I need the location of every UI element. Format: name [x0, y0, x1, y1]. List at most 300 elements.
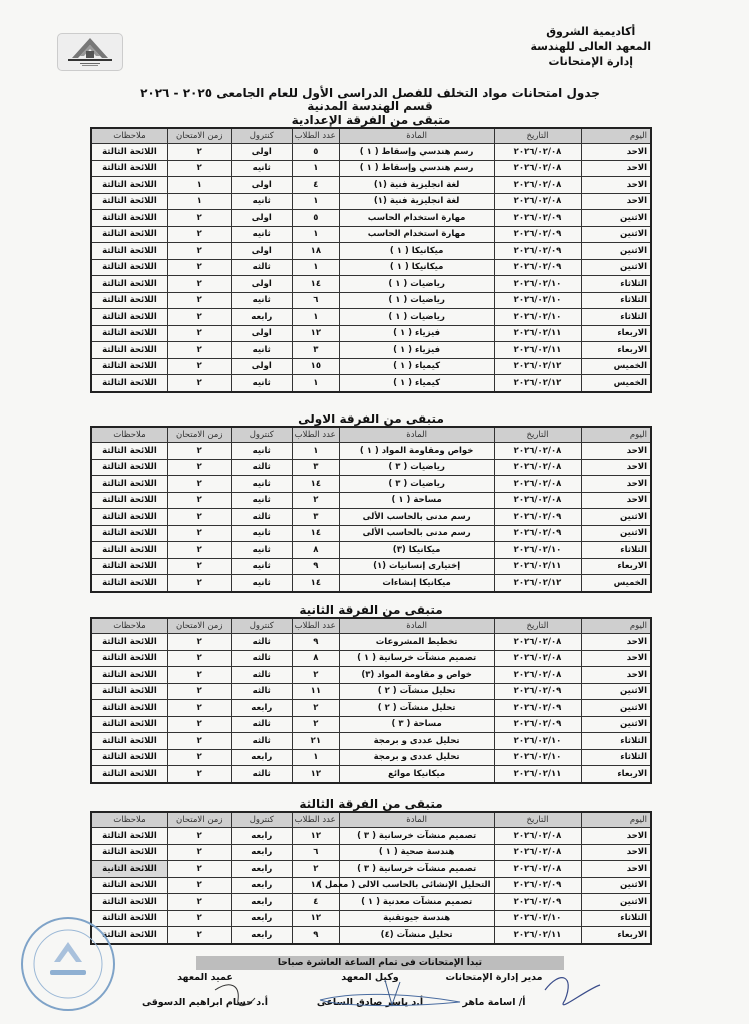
notes-cell: اللائحة الثالثة: [91, 443, 167, 460]
table-row: [91, 226, 651, 243]
day-cell: الاثنين: [581, 509, 651, 526]
column-header-students: عدد الطلاب: [293, 128, 340, 144]
column-header-students: عدد الطلاب: [293, 427, 340, 443]
subject-cell: مساحة ( ١ ): [339, 492, 494, 509]
date-cell: ٢٠٢٦/٠٢/١١: [494, 558, 581, 575]
notes-cell: اللائحة الثالثة: [91, 716, 167, 733]
schedule-table: [90, 426, 652, 593]
exam-duration-cell: ٢: [167, 459, 231, 476]
column-header-notes: ملاحظات: [91, 812, 167, 828]
day-cell: الثلاثاء: [581, 749, 651, 766]
table-row: [91, 243, 651, 260]
notes-cell: اللائحة الثالثة: [91, 509, 167, 526]
date-cell: ٢٠٢٦/٠٢/٠٨: [494, 828, 581, 845]
exam-duration-cell: ٢: [167, 861, 231, 878]
date-cell: ٢٠٢٦/٠٢/١١: [494, 766, 581, 783]
date-cell: ٢٠٢٦/٠٢/٠٩: [494, 210, 581, 227]
students-count-cell: ١٨: [293, 877, 340, 894]
control-cell: اولى: [231, 144, 293, 161]
table-row: [91, 766, 651, 783]
day-cell: الخميس: [581, 358, 651, 375]
column-header-day: اليوم: [581, 128, 651, 144]
column-header-subject: المادة: [339, 618, 494, 634]
table-row: [91, 459, 651, 476]
exam-duration-cell: ٢: [167, 358, 231, 375]
exam-duration-cell: ٢: [167, 558, 231, 575]
subject-cell: تصميم منشآت معدنية ( ١ ): [339, 894, 494, 911]
exam-duration-cell: ٢: [167, 292, 231, 309]
day-cell: الاثنين: [581, 243, 651, 260]
day-cell: الاثنين: [581, 226, 651, 243]
table-row: [91, 877, 651, 894]
subject-cell: رياضيات ( ١ ): [339, 292, 494, 309]
day-cell: الثلاثاء: [581, 309, 651, 326]
notes-cell: اللائحة الثالثة: [91, 292, 167, 309]
notes-cell: اللائحة الثالثة: [91, 193, 167, 210]
signature-name: أ.د حسام ابراهيم الدسوقى: [141, 997, 269, 1008]
exam-duration-cell: ٢: [167, 683, 231, 700]
signature-role: عميد المعهد: [177, 972, 233, 983]
date-cell: ٢٠٢٦/٠٢/٠٩: [494, 877, 581, 894]
institution-header: [531, 24, 651, 69]
notes-cell: اللائحة الثالثة: [91, 575, 167, 592]
column-header-date: التاريخ: [494, 618, 581, 634]
exam-duration-cell: ٢: [167, 443, 231, 460]
control-cell: ثانيه: [231, 193, 293, 210]
exam-duration-cell: ٢: [167, 766, 231, 783]
exam-duration-cell: ٢: [167, 509, 231, 526]
day-cell: الاحد: [581, 160, 651, 177]
exam-duration-cell: ٢: [167, 716, 231, 733]
subject-cell: مساحة ( ٣ ): [339, 716, 494, 733]
date-cell: ٢٠٢٦/٠٢/٠٩: [494, 243, 581, 260]
day-cell: الاثنين: [581, 683, 651, 700]
subject-cell: رياضيات ( ٣ ): [339, 459, 494, 476]
control-cell: ثانيه: [231, 292, 293, 309]
control-cell: ثالثه: [231, 509, 293, 526]
column-header-subject: المادة: [339, 128, 494, 144]
students-count-cell: ٩: [293, 927, 340, 944]
table-row: [91, 634, 651, 651]
control-cell: اولى: [231, 210, 293, 227]
section-second-year: [90, 603, 652, 784]
table-row: [91, 733, 651, 750]
date-cell: ٢٠٢٦/٠٢/١٢: [494, 358, 581, 375]
column-header-day: اليوم: [581, 427, 651, 443]
table-row: [91, 525, 651, 542]
subject-cell: تخطيط المشروعات: [339, 634, 494, 651]
notes-cell: اللائحة الثالثة: [91, 309, 167, 326]
section-title: متبقى من الفرقة الإعدادية: [291, 113, 451, 127]
column-header-duration: زمن الامتحان: [167, 618, 231, 634]
day-cell: الاحد: [581, 844, 651, 861]
date-cell: ٢٠٢٦/٠٢/١٠: [494, 276, 581, 293]
date-cell: ٢٠٢٦/٠٢/٠٩: [494, 509, 581, 526]
academy-name: أكاديمية الشروق: [546, 25, 636, 38]
control-cell: ثالثه: [231, 716, 293, 733]
table-row: [91, 160, 651, 177]
day-cell: الثلاثاء: [581, 910, 651, 927]
exam-duration-cell: ٢: [167, 144, 231, 161]
students-count-cell: ٢١: [293, 733, 340, 750]
institute-name: المعهد العالى للهندسة: [530, 40, 651, 53]
table-row: [91, 358, 651, 375]
subject-cell: مهارة استخدام الحاسب: [339, 210, 494, 227]
control-cell: رابعه: [231, 861, 293, 878]
day-cell: الثلاثاء: [581, 276, 651, 293]
exam-duration-cell: ٢: [167, 634, 231, 651]
subject-cell: تحليل عددى و برمجة: [339, 733, 494, 750]
table-row: [91, 667, 651, 684]
date-cell: ٢٠٢٦/٠٢/٠٩: [494, 894, 581, 911]
signature-name: أ.د ياسر صادق الساعى: [316, 997, 424, 1008]
table-row: [91, 443, 651, 460]
day-cell: الاثنين: [581, 210, 651, 227]
students-count-cell: ٦: [293, 844, 340, 861]
subject-cell: ميكانيكا موائع: [339, 766, 494, 783]
notes-cell: اللائحة الثالثة: [91, 844, 167, 861]
subject-cell: كيمياء ( ١ ): [339, 375, 494, 392]
day-cell: الاحد: [581, 144, 651, 161]
date-cell: ٢٠٢٦/٠٢/٠٨: [494, 634, 581, 651]
notes-cell: اللائحة الثالثة: [91, 358, 167, 375]
day-cell: الاثنين: [581, 700, 651, 717]
students-count-cell: ١: [293, 193, 340, 210]
students-count-cell: ٩: [293, 634, 340, 651]
students-count-cell: ١: [293, 259, 340, 276]
students-count-cell: ٨: [293, 650, 340, 667]
exam-duration-cell: ٢: [167, 226, 231, 243]
control-cell: ثانيه: [231, 375, 293, 392]
date-cell: ٢٠٢٦/٠٢/١٢: [494, 375, 581, 392]
column-header-notes: ملاحظات: [91, 618, 167, 634]
students-count-cell: ٤: [293, 177, 340, 194]
exam-duration-cell: ١: [167, 193, 231, 210]
subject-cell: هندسة جيوتقنية: [339, 910, 494, 927]
table-row: [91, 542, 651, 559]
day-cell: الاحد: [581, 443, 651, 460]
exam-duration-cell: ٢: [167, 342, 231, 359]
column-header-duration: زمن الامتحان: [167, 427, 231, 443]
control-cell: ثانيه: [231, 226, 293, 243]
notes-cell: اللائحة الثالثة: [91, 733, 167, 750]
students-count-cell: ١٨: [293, 243, 340, 260]
day-cell: الاربعاء: [581, 342, 651, 359]
students-count-cell: ٢: [293, 700, 340, 717]
subject-cell: رياضيات ( ٣ ): [339, 476, 494, 493]
column-header-students: عدد الطلاب: [293, 812, 340, 828]
date-cell: ٢٠٢٦/٠٢/١٢: [494, 575, 581, 592]
notes-cell: اللائحة الثالثة: [91, 910, 167, 927]
day-cell: الاحد: [581, 634, 651, 651]
date-cell: ٢٠٢٦/٠٢/١٠: [494, 910, 581, 927]
control-cell: ثانيه: [231, 443, 293, 460]
notes-cell: اللائحة الثالثة: [91, 700, 167, 717]
table-row: [91, 193, 651, 210]
table-header-row: [91, 618, 651, 634]
control-cell: رابعه: [231, 910, 293, 927]
table-row: [91, 309, 651, 326]
official-stamp-icon: [18, 914, 118, 1014]
date-cell: ٢٠٢٦/٠٢/٠٩: [494, 683, 581, 700]
day-cell: الثلاثاء: [581, 733, 651, 750]
column-header-date: التاريخ: [494, 128, 581, 144]
subject-cell: رياضيات ( ١ ): [339, 309, 494, 326]
table-row: [91, 276, 651, 293]
table-row: [91, 259, 651, 276]
column-header-day: اليوم: [581, 618, 651, 634]
subject-cell: رسم هندسي وإسقاط ( ١ ): [339, 160, 494, 177]
students-count-cell: ١: [293, 443, 340, 460]
date-cell: ٢٠٢٦/٠٢/١٠: [494, 733, 581, 750]
department-title: قسم الهندسة المدنية: [307, 99, 433, 113]
notes-cell: اللائحة الثالثة: [91, 927, 167, 944]
table-row: [91, 144, 651, 161]
students-count-cell: ١٢: [293, 325, 340, 342]
day-cell: الاربعاء: [581, 325, 651, 342]
day-cell: الخميس: [581, 375, 651, 392]
students-count-cell: ٢: [293, 861, 340, 878]
control-cell: اولى: [231, 358, 293, 375]
table-row: [91, 861, 651, 878]
date-cell: ٢٠٢٦/٠٢/٠٨: [494, 650, 581, 667]
day-cell: الاثنين: [581, 525, 651, 542]
table-row: [91, 342, 651, 359]
section-first-year: [90, 412, 652, 593]
students-count-cell: ٣: [293, 459, 340, 476]
subject-cell: ميكانيكا ( ١ ): [339, 259, 494, 276]
exam-duration-cell: ٢: [167, 828, 231, 845]
notes-cell: اللائحة الثالثة: [91, 558, 167, 575]
table-row: [91, 910, 651, 927]
section-title: متبقى من الفرقة الثالثة: [299, 797, 443, 811]
students-count-cell: ٩: [293, 558, 340, 575]
students-count-cell: ١٤: [293, 525, 340, 542]
students-count-cell: ١: [293, 749, 340, 766]
table-row: [91, 683, 651, 700]
table-row: [91, 492, 651, 509]
subject-cell: تصميم منشآت خرسانية ( ٣ ): [339, 828, 494, 845]
table-row: [91, 558, 651, 575]
table-row: [91, 716, 651, 733]
date-cell: ٢٠٢٦/٠٢/٠٩: [494, 226, 581, 243]
notes-cell: اللائحة الثالثة: [91, 243, 167, 260]
students-count-cell: ٢: [293, 492, 340, 509]
date-cell: ٢٠٢٦/٠٢/٠٨: [494, 144, 581, 161]
notes-cell: اللائحة الثالثة: [91, 459, 167, 476]
schedule-table: [90, 617, 652, 784]
column-header-subject: المادة: [339, 812, 494, 828]
subject-cell: ميكانيكا إنشاءات: [339, 575, 494, 592]
students-count-cell: ١٢: [293, 910, 340, 927]
students-count-cell: ٤: [293, 894, 340, 911]
students-count-cell: ٥: [293, 144, 340, 161]
day-cell: الاحد: [581, 667, 651, 684]
control-cell: ثالثه: [231, 259, 293, 276]
exam-start-note: تبدأ الإمتحانات فى تمام الساعة العاشرة صباحا: [196, 956, 564, 970]
control-cell: رابعه: [231, 749, 293, 766]
exam-duration-cell: ٢: [167, 910, 231, 927]
subject-cell: رياضيات ( ١ ): [339, 276, 494, 293]
date-cell: ٢٠٢٦/٠٢/٠٨: [494, 177, 581, 194]
column-header-notes: ملاحظات: [91, 128, 167, 144]
students-count-cell: ٢: [293, 716, 340, 733]
students-count-cell: ١: [293, 309, 340, 326]
subject-cell: لغة انجليزية فنية (١): [339, 177, 494, 194]
table-row: [91, 700, 651, 717]
control-cell: رابعه: [231, 894, 293, 911]
column-header-students: عدد الطلاب: [293, 618, 340, 634]
subject-cell: تحليل منشآت ( ٢ ): [339, 700, 494, 717]
notes-cell: اللائحة الثالثة: [91, 766, 167, 783]
subject-cell: فيزياء ( ١ ): [339, 325, 494, 342]
notes-cell: اللائحة الثالثة: [91, 542, 167, 559]
date-cell: ٢٠٢٦/٠٢/٠٨: [494, 193, 581, 210]
day-cell: الاربعاء: [581, 927, 651, 944]
table-row: [91, 292, 651, 309]
notes-cell: اللائحة الثالثة: [91, 160, 167, 177]
control-cell: ثانيه: [231, 575, 293, 592]
date-cell: ٢٠٢٦/٠٢/٠٩: [494, 259, 581, 276]
schedule-table: [90, 127, 652, 393]
subject-cell: تصميم منشآت خرسانية ( ٣ ): [339, 861, 494, 878]
subject-cell: فيزياء ( ١ ): [339, 342, 494, 359]
day-cell: الاثنين: [581, 259, 651, 276]
control-cell: ثانيه: [231, 542, 293, 559]
subject-cell: خواص و مقاومة المواد (٣): [339, 667, 494, 684]
day-cell: الاثنين: [581, 877, 651, 894]
students-count-cell: ١١: [293, 683, 340, 700]
subject-cell: رسم مدنى بالحاسب الألى: [339, 509, 494, 526]
table-row: [91, 325, 651, 342]
students-count-cell: ٥: [293, 210, 340, 227]
date-cell: ٢٠٢٦/٠٢/٠٨: [494, 476, 581, 493]
exam-duration-cell: ٢: [167, 492, 231, 509]
date-cell: ٢٠٢٦/٠٢/٠٨: [494, 160, 581, 177]
table-row: [91, 476, 651, 493]
notes-cell: اللائحة الثالثة: [91, 749, 167, 766]
table-row: [91, 375, 651, 392]
control-cell: ثالثه: [231, 683, 293, 700]
exam-duration-cell: ٢: [167, 733, 231, 750]
notes-cell: اللائحة الثالثة: [91, 375, 167, 392]
notes-cell: اللائحة الثالثة: [91, 877, 167, 894]
date-cell: ٢٠٢٦/٠٢/١١: [494, 927, 581, 944]
column-header-control: كنترول: [231, 618, 293, 634]
control-cell: ثانيه: [231, 342, 293, 359]
table-row: [91, 828, 651, 845]
section-preparatory: [90, 113, 652, 393]
subject-cell: ميكانيكا (٣): [339, 542, 494, 559]
date-cell: ٢٠٢٦/٠٢/٠٩: [494, 716, 581, 733]
exam-duration-cell: ٢: [167, 259, 231, 276]
day-cell: الاثنين: [581, 894, 651, 911]
students-count-cell: ١٤: [293, 575, 340, 592]
subject-cell: تحليل منشآت (٤): [339, 927, 494, 944]
notes-cell: اللائحة الثالثة: [91, 342, 167, 359]
control-cell: ثالثه: [231, 650, 293, 667]
table-row: [91, 894, 651, 911]
table-row: [91, 650, 651, 667]
subject-cell: كيمياء ( ١ ): [339, 358, 494, 375]
control-cell: ثانيه: [231, 160, 293, 177]
signature-name: أ/ اسامة ماهر: [462, 997, 526, 1008]
signature-role: وكيل المعهد: [341, 972, 399, 983]
subject-cell: رسم هندسي وإسقاط ( ١ ): [339, 144, 494, 161]
date-cell: ٢٠٢٦/٠٢/٠٨: [494, 844, 581, 861]
students-count-cell: ١٤: [293, 476, 340, 493]
table-row: [91, 927, 651, 944]
column-header-control: كنترول: [231, 427, 293, 443]
control-cell: ثالثه: [231, 667, 293, 684]
exam-duration-cell: ٢: [167, 210, 231, 227]
subject-cell: ميكانيكا ( ١ ): [339, 243, 494, 260]
exam-duration-cell: ٢: [167, 894, 231, 911]
date-cell: ٢٠٢٦/٠٢/٠٨: [494, 443, 581, 460]
column-header-date: التاريخ: [494, 812, 581, 828]
column-header-day: اليوم: [581, 812, 651, 828]
table-row: [91, 575, 651, 592]
day-cell: الاربعاء: [581, 558, 651, 575]
control-cell: رابعه: [231, 844, 293, 861]
exam-duration-cell: ٢: [167, 877, 231, 894]
control-cell: اولى: [231, 325, 293, 342]
exam-duration-cell: ٢: [167, 525, 231, 542]
exam-duration-cell: ٢: [167, 575, 231, 592]
control-cell: رابعه: [231, 309, 293, 326]
students-count-cell: ١: [293, 160, 340, 177]
table-row: [91, 844, 651, 861]
students-count-cell: ١٤: [293, 276, 340, 293]
exam-duration-cell: ٢: [167, 160, 231, 177]
date-cell: ٢٠٢٦/٠٢/٠٩: [494, 700, 581, 717]
control-cell: ثالثه: [231, 459, 293, 476]
department-name: إدارة الإمتحانات: [548, 55, 633, 68]
section-title: متبقى من الفرقة الاولى: [298, 412, 444, 426]
table-row: [91, 177, 651, 194]
day-cell: الاحد: [581, 193, 651, 210]
page-title: جدول امتحانات مواد التخلف للفصل الدراسى الأول للعام الجامعى ٢٠٢٥ - ٢٠٢٦: [140, 86, 600, 100]
exam-duration-cell: ٢: [167, 542, 231, 559]
notes-cell: اللائحة الثالثة: [91, 210, 167, 227]
column-header-date: التاريخ: [494, 427, 581, 443]
exam-duration-cell: ١: [167, 177, 231, 194]
signature-role: مدير إدارة الإمتحانات: [445, 972, 543, 983]
day-cell: الاربعاء: [581, 766, 651, 783]
students-count-cell: ١: [293, 375, 340, 392]
table-row: [91, 749, 651, 766]
subject-cell: خواص ومقاومة المواد ( ١ ): [339, 443, 494, 460]
students-count-cell: ٣: [293, 509, 340, 526]
date-cell: ٢٠٢٦/٠٢/٠٨: [494, 861, 581, 878]
column-header-control: كنترول: [231, 128, 293, 144]
students-count-cell: ١٢: [293, 766, 340, 783]
control-cell: رابعه: [231, 828, 293, 845]
section-third-year: [90, 797, 652, 945]
notes-cell: اللائحة الثالثة: [91, 144, 167, 161]
exam-duration-cell: ٢: [167, 927, 231, 944]
students-count-cell: ٢: [293, 667, 340, 684]
exam-duration-cell: ٢: [167, 667, 231, 684]
control-cell: رابعه: [231, 700, 293, 717]
students-count-cell: ٣: [293, 342, 340, 359]
date-cell: ٢٠٢٦/٠٢/١٠: [494, 292, 581, 309]
control-cell: رابعه: [231, 927, 293, 944]
control-cell: ثالثه: [231, 634, 293, 651]
notes-cell: اللائحة الثالثة: [91, 525, 167, 542]
schedule-table: [90, 811, 652, 945]
notes-cell: اللائحة الثالثة: [91, 325, 167, 342]
